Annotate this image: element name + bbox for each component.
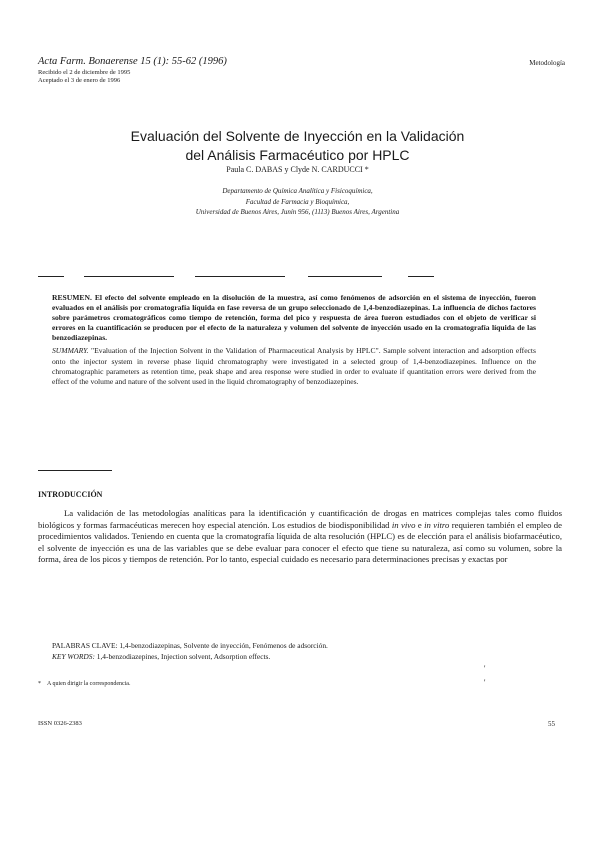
affiliation-line-1: Departamento de Química Analítica y Fisicoquímica,	[222, 187, 373, 195]
divider-rule	[38, 470, 112, 471]
divider-rule	[408, 276, 434, 277]
abstract	[52, 293, 536, 390]
received-dates	[38, 69, 130, 85]
affiliation	[0, 186, 595, 218]
accepted-date: Aceptado el 3 de enero de 1996	[38, 77, 121, 84]
footnote-text: A quien dirigir la correspondencia.	[47, 681, 131, 687]
keywords	[52, 641, 522, 663]
divider-rule	[195, 276, 285, 277]
summary-paragraph	[52, 346, 536, 386]
section-tag: Metodología	[529, 59, 565, 67]
divider-rule	[308, 276, 382, 277]
intro-text-2: requieren también el empleo de procedimientos validados. Teniendo en cuenta que la cromatografía líquida de alta resolución (HPLC) es de elección para el análisis biofarmacéutico, el solvente de inyección es una de las variables que se debe evaluar para conocer el efecto que tiene su naturaleza, así como su volumen, sobre la forma, área de los picos y tiempos de retención. Por lo tanto, especial cuidado es necesario para determinaciones precisas y exactas por	[38, 519, 563, 564]
page-number: 55	[548, 720, 555, 728]
keywords-en-text: 1,4-benzodiazepines, Injection solvent, Adsorption effects.	[94, 652, 271, 661]
keywords-en-label: KEY WORDS:	[52, 652, 95, 661]
summary-label: SUMMARY.	[52, 346, 89, 356]
journal-citation: Acta Farm. Bonaerense 15 (1): 55-62 (1996)	[38, 56, 227, 67]
authors: Paula C. DABAS y Clyde N. CARDUCCI *	[226, 165, 369, 174]
introduction-heading: INTRODUCCIÓN	[38, 490, 103, 499]
correspondence-note	[38, 681, 130, 687]
title-line-2: del Análisis Farmacéutico por HPLC	[185, 147, 410, 163]
intro-in-vivo: in vivo	[391, 519, 416, 530]
keywords-es-text: 1,4-benzodiazepinas, Solvente de inyección, Fenómenos de adsorción.	[117, 641, 328, 650]
affiliation-line-2: Facultad de Farmacia y Bioquímica,	[245, 197, 350, 206]
keywords-spanish	[52, 641, 522, 651]
affiliation-line-3: Universidad de Buenos Aires, Junín 956, (1113) Buenos Aires, Argentina	[195, 208, 400, 216]
title-line-1: Evaluación del Solvente de Inyección en la Validación	[130, 128, 465, 144]
keywords-es-label: PALABRAS CLAVE:	[52, 641, 118, 650]
article-title	[0, 127, 595, 165]
divider-rule	[38, 276, 64, 277]
introduction-body	[38, 508, 562, 566]
footnote-mark: *	[38, 681, 41, 687]
resumen-text: El efecto del solvente empleado en la disolución de la muestra, así como fenómenos de adsorción en el sistema de inyección, fueron evaluados en el análisis por cromatografía líquida en fase reversa de un grupo seleccionado de 1,4-benzodiazepinas. La influencia de dichos factores sobre parámetros cromatográficos como tiempo de retención, forma del pico y respuesta de área fueron estudiados con el objeto de verificar si errores en la cuantificación se producen por el efecto de la naturaleza y volumen del solvente de inyección usado en la cromatografía líquida de las benzodiazepinas.	[52, 293, 537, 343]
divider-rule	[84, 276, 174, 277]
intro-in-vitro: in vitro	[424, 519, 450, 530]
margin-mark: '	[484, 664, 486, 673]
received-date: Recibido el 2 de diciembre de 1995	[38, 69, 131, 76]
keywords-english	[52, 652, 522, 662]
resumen-paragraph	[52, 293, 536, 343]
issn: ISSN 0326-2383	[38, 720, 82, 727]
summary-text: "Evaluation of the Injection Solvent in the Validation of Pharmaceutical Analysis by HPLC". Sample solvent interaction and adsorption effects onto the injector system in reverse phase liquid chromatography were investigated in a selected group of 1,4-benzodiazepines. Influence on the chromatographic parameters as retention time, peak shape and area response were studied in order to evaluate if quantitation errors were derived from the effect of the volume and nature of the solvent used in the liquid chromatography of benzodiazepines.	[52, 346, 536, 386]
margin-mark: '	[484, 678, 486, 687]
intro-conjunction: e	[415, 519, 425, 530]
resumen-label: RESUMEN.	[52, 293, 92, 302]
intro-text-1: La validación de las metodologías analíticas para la identificación y cuantificación de drogas en matrices complejas tales como fluidos biológicos y formas farmacéuticas merecen hoy especial atención. Los estudios de biodisponibilidad	[38, 508, 562, 530]
